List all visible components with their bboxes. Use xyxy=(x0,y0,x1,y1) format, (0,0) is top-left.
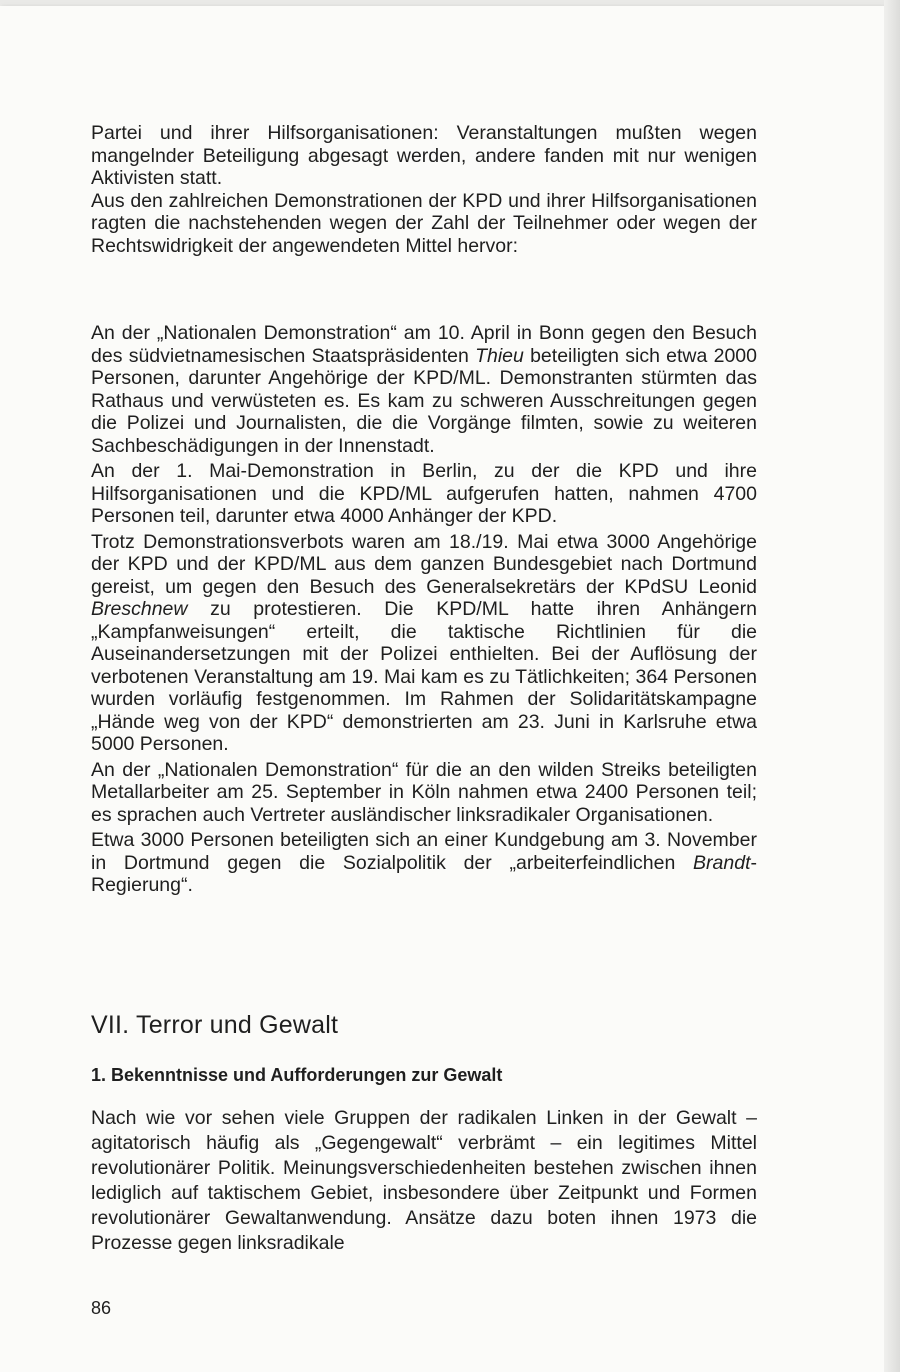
chapter-heading: VII. Terror und Gewalt xyxy=(91,1011,339,1039)
name-brandt: Brandt xyxy=(693,851,751,874)
section-heading: 1. Bekenntnisse und Aufforderungen zur Gewalt xyxy=(91,1065,503,1085)
name-breschnew: Breschnew xyxy=(91,598,188,620)
paragraph-demo-berlin: An der 1. Mai-Demonstration in Berlin, zu der die KPD und ihre Hilfsorganisationen und die KPD/ML aufgerufen hatten, nahmen 4700 Personen teil, darunter etwa 4000 Anhänger der KPD. xyxy=(91,460,757,527)
demo-bonn-text-a: An der „Nationalen Demonstration“ am 10. April in Bonn gegen den Besuch des südvietnamesischen Staatspräsidenten xyxy=(91,322,757,367)
demo-bonn-text-b: beteiligten sich etwa 2000 Personen, darunter Angehörige der KPD/ML. Demonstranten stürmten das Rathaus und verwüsteten es. Es kam zu schweren Ausschreitungen gegen die Polizei und Journalisten, die die Vorgänge filmten, sowie zu weiteren Sachbeschädigungen in der Innenstadt. xyxy=(91,344,757,457)
paragraph-demo-koeln: An der „Nationalen Demonstration“ für die an den wilden Streiks beteiligten Metallarbeiter am 25. September in Köln nahmen etwa 2400 Personen teil; es sprachen auch Vertreter ausländischer linksradikaler Organisationen. xyxy=(91,758,757,826)
paragraph-demo-kundgebung xyxy=(91,829,757,897)
demo-dortmund-text-b: zu protestieren. Die KPD/ML hatte ihren Anhängern „Kampfanweisungen“ erteilt, die taktische Richtlinien für die Auseinandersetzungen mit der Polizei enthielten. Bei der Auflösung der verbotenen Veranstaltung am 19. Mai kam es zu Tätlichkeiten; 364 Personen wurden vorläufig festgenommen. Im Rahmen der Solidaritätskampagne „Hände weg von der KPD“ demonstrierten am 23. Juni in Karlsruhe etwa 5000 Personen. xyxy=(91,598,757,755)
paragraph-intro-1: Partei und ihrer Hilfsorganisationen: Veranstaltungen mußten wegen mangelnder Beteiligung abgesagt werden, andere fanden mit nur wenigen Aktivisten statt. xyxy=(91,122,757,189)
page-number: 86 xyxy=(91,1298,112,1318)
page-edge-shadow xyxy=(884,0,900,1372)
paragraph-gewalt: Nach wie vor sehen viele Gruppen der radikalen Linken in der Gewalt – agitatorisch häufig als „Gegengewalt“ verbrämt – ein legitimes Mittel revolutionärer Politik. Meinungsverschiedenheiten bestehen zwischen ihnen lediglich auf taktischem Gebiet, insbesondere über Zeitpunkt und Formen revolutionärer Gewaltanwendung. Ansätze dazu boten ihnen 1973 die Prozesse gegen linksradikale xyxy=(91,1107,757,1254)
demonstrations-list xyxy=(91,322,757,897)
name-thieu: Thieu xyxy=(475,344,524,367)
paragraph-demo-dortmund xyxy=(91,531,757,756)
section-body xyxy=(91,1106,757,1256)
paragraph-intro-2: Aus den zahlreichen Demonstrationen der KPD und ihrer Hilfsorganisationen ragten die nachstehenden wegen der Zahl der Teilnehmer oder wegen der Rechtswidrigkeit der angewendeten Mittel hervor: xyxy=(91,189,757,257)
demo-kundgebung-text-a: Etwa 3000 Personen beteiligten sich an einer Kundgebung am 3. November in Dortmund gegen die Sozialpolitik der „arbeiterfeindlichen xyxy=(91,829,757,874)
document-page xyxy=(0,6,884,1372)
intro-text xyxy=(91,122,757,257)
demo-dortmund-text-a: Trotz Demonstrationsverbots waren am 18./19. Mai etwa 3000 Angehörige der KPD und der KPD/ML aus dem ganzen Bundesgebiet nach Dortmund gereist, um gegen den Besuch des Generalsekretärs der KPdSU Leonid xyxy=(91,530,757,598)
demo-kundgebung-text-b: -Regierung“. xyxy=(91,851,757,896)
paragraph-demo-bonn xyxy=(91,322,757,457)
